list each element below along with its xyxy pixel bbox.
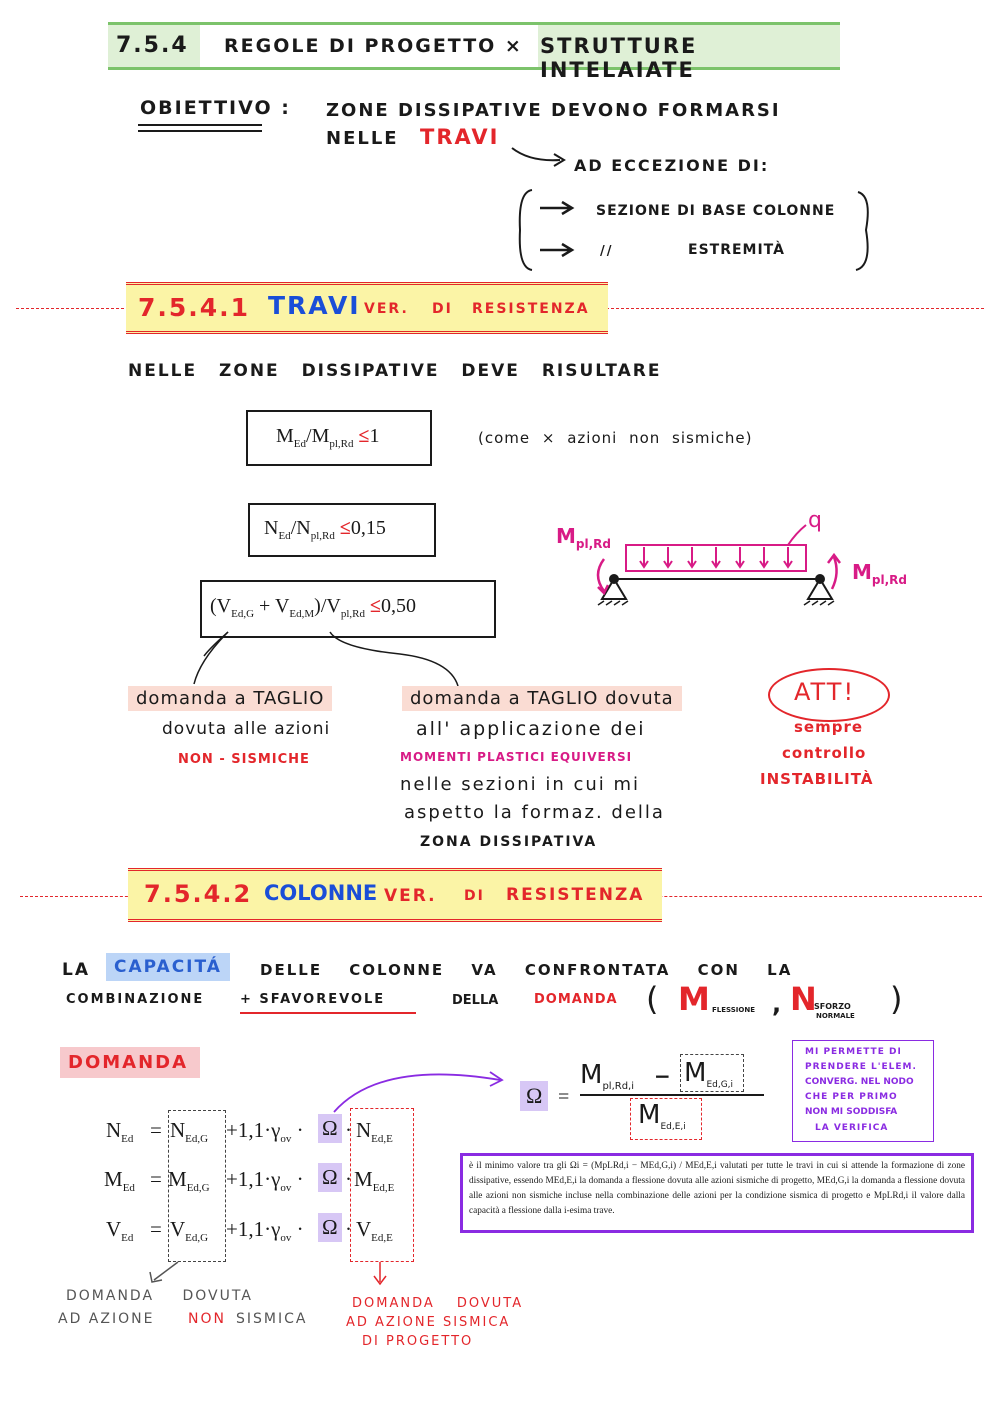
eq-factor-1: $+1,1\cdot\gamma_{ov}$ · [226, 1118, 304, 1146]
ditto-mark: // [600, 244, 614, 259]
exception-label: AD ECCEZIONE DI: [574, 156, 770, 175]
label-nonseismic-2c: SISMICA [236, 1311, 308, 1327]
section-header-754 [108, 22, 840, 82]
load-label: q [808, 508, 824, 533]
demand-title: DOMANDA [60, 1047, 200, 1078]
omega-minus: − [654, 1064, 673, 1088]
columns-combinazione: COMBINAZIONE [66, 992, 205, 1007]
demand2-line4: nelle sezioni in cui mi [400, 774, 641, 795]
label-seismic-2: AD AZIONE SISMICA [346, 1315, 511, 1330]
res-label: RESISTENZA [472, 301, 590, 317]
section-title-colonne: COLONNE [264, 881, 378, 905]
omega-equals: = [558, 1086, 570, 1108]
eq-e-2: $M_{Ed,E}$ [354, 1167, 395, 1195]
demand2-line5: aspetto la formaz. della [404, 802, 665, 823]
columns-la: LA [62, 960, 90, 980]
att-label: ATT! [794, 678, 856, 706]
demand2-line3: MOMENTI PLASTICI EQUIVERSI [400, 750, 633, 764]
label-seismic-3: DI PROGETTO [362, 1334, 474, 1349]
eq-e-3: $V_{Ed,E}$ [356, 1217, 393, 1245]
beams-intro: NELLE ZONE DISSIPATIVE DEVE RISULTARE [128, 361, 662, 381]
omega-definition: è il minimo valore tra gli Ωi = (MpLRd,i − MEd,G,i) / MEd,E,i valutati per tutte le travi in cui si attende la formazione di zone dissipative, essendo MEd,E,i la domanda a flessione dovuta alle azioni sismiche di progetto, MEd,G,i la domanda a flessione dovuta alle azioni non sismiche incluse nella combinazione delle azioni per la condizione sismica di progetto e MpLRd,i il valore dalla capacità a flessione dalla i-esima trave. [460, 1153, 974, 1233]
omega-note-box [792, 1040, 934, 1142]
section-number: 7.5.4 [116, 33, 189, 58]
eq-dot-3: · [345, 1217, 352, 1241]
demand2-line6: ZONA DISSIPATIVA [420, 834, 598, 850]
columns-capacita: CAPACITÁ [106, 953, 230, 981]
eq-row-v: $V_{Ed}$ [106, 1217, 134, 1245]
eq-row-m: $M_{Ed}$ [104, 1167, 135, 1195]
formula-axial: $N_{Ed}/N_{pl,Rd} \le 0,15$ [248, 503, 436, 557]
section-number: 7.5.4.1 [138, 293, 251, 322]
omega-num-b: $M_{Ed,G,i}$ [684, 1058, 734, 1091]
exception-item-1: SEZIONE DI BASE COLONNE [596, 203, 836, 219]
note-line1: MI PERMETTE DI [805, 1047, 902, 1057]
demand1-line3: NON - SISMICHE [178, 752, 310, 767]
paren-close: ) [890, 980, 905, 1018]
comma: , [772, 990, 784, 1018]
section-number: 7.5.4.2 [144, 880, 253, 908]
eq-g-2: $M_{Ed,G}$ [168, 1167, 210, 1195]
fraction-bar [580, 1094, 764, 1096]
eq-dot-1: · [345, 1118, 352, 1142]
objective-line1: ZONE DISSIPATIVE DEVONO FORMARSI [326, 100, 781, 121]
eq-equals-2: = [150, 1167, 162, 1191]
di-label: DI [432, 301, 453, 317]
label-nonseismic-1: DOMANDA DOVUTA [66, 1288, 253, 1304]
label-nonseismic-2b: NON [188, 1311, 226, 1327]
demand-connectors [180, 630, 480, 690]
res-label: RESISTENZA [506, 885, 645, 905]
att-line2: controllo [782, 744, 867, 762]
formula-moment-note: (come × azioni non sismiche) [478, 429, 753, 447]
omega-den: $M_{Ed,E,i}$ [638, 1100, 686, 1133]
omega-3: Ω [318, 1213, 342, 1242]
paren-open: ( [646, 980, 661, 1018]
columns-domanda: DOMANDA [534, 992, 618, 1007]
demand1-title: domanda a TAGLIO [128, 686, 332, 711]
ver-label: VER. [364, 301, 409, 317]
section-header-7542 [128, 868, 662, 922]
mpl-right-label: $M_{pl,Rd}$ [852, 560, 907, 587]
section-title-b: STRUTTURE INTELAIATE [540, 34, 698, 82]
eq-factor-3: $+1,1\cdot\gamma_{ov}$ · [226, 1217, 304, 1245]
note-line6: LA VERIFICA [815, 1123, 889, 1133]
note-line5: NON MI SODDISFA [805, 1107, 898, 1117]
label-nonseismic-2a: AD AZIONE [58, 1311, 155, 1327]
demand2-line2: all' applicazione dei [416, 718, 646, 740]
formula-moment: $M_{Ed}/M_{pl,Rd} \le 1$ [246, 410, 432, 466]
eq-factor-2: $+1,1\cdot\gamma_{ov}$ · [226, 1167, 304, 1195]
mpl-left-label: $M_{pl,Rd}$ [556, 524, 611, 551]
eq-equals-1: = [150, 1118, 162, 1142]
eq-equals-3: = [150, 1217, 162, 1241]
columns-della: DELLA [452, 993, 499, 1008]
n-sforzo-sub2: NORMALE [816, 1012, 855, 1020]
omega-1: Ω [318, 1114, 342, 1143]
demand1-line2: dovuta alle azioni [162, 719, 331, 739]
eq-g-3: $V_{Ed,G}$ [170, 1217, 209, 1245]
objective-travi: TRAVI [420, 125, 500, 149]
note-line3: CONVERG. NEL NODO [805, 1077, 914, 1087]
columns-sfavorevole: + SFAVOREVOLE [240, 992, 386, 1007]
m-flessione-letter: M [678, 980, 712, 1018]
note-line2: PRENDERE L'ELEM. [805, 1062, 917, 1072]
omega-2: Ω [318, 1163, 342, 1192]
omega-num-a: $M_{pl,Rd,i}$ [580, 1060, 634, 1093]
att-line3: INSTABILITÀ [760, 770, 874, 788]
formula-shear: $(V_{Ed,G} + V_{Ed,M})/V_{pl,Rd} \le 0,50$ [200, 580, 496, 638]
columns-line1-rest: DELLE COLONNE VA CONFRONTATA CON LA [260, 961, 793, 979]
di-label: DI [464, 888, 485, 904]
note-line4: CHE PER PRIMO [805, 1092, 898, 1102]
section-header-7541 [126, 282, 608, 334]
att-line1: sempre [794, 718, 864, 736]
demand2-title: domanda a TAGLIO dovuta [402, 686, 682, 711]
omega-symbol: Ω [520, 1081, 548, 1111]
n-sforzo-sub1: SFORZO [814, 1002, 851, 1011]
m-flessione-sub: FLESSIONE [712, 1006, 755, 1014]
section-title-travi: TRAVI [268, 291, 361, 320]
n-sforzo-letter: N [790, 980, 819, 1018]
eq-e-1: $N_{Ed,E}$ [356, 1118, 393, 1146]
eq-g-1: $N_{Ed,G}$ [170, 1118, 209, 1146]
eq-row-n: $N_{Ed}$ [106, 1118, 134, 1146]
label-seismic-1: DOMANDA DOVUTA [352, 1296, 524, 1311]
exception-item-2: ESTREMITÀ [688, 242, 785, 258]
eq-dot-2: · [345, 1167, 352, 1191]
objective-label: OBIETTIVO : [140, 97, 291, 119]
section-title-a: REGOLE DI PROGETTO × [224, 35, 523, 57]
objective-line2a: NELLE [326, 128, 399, 149]
omega-arrow [320, 1060, 520, 1120]
ver-label: VER. [384, 886, 437, 906]
